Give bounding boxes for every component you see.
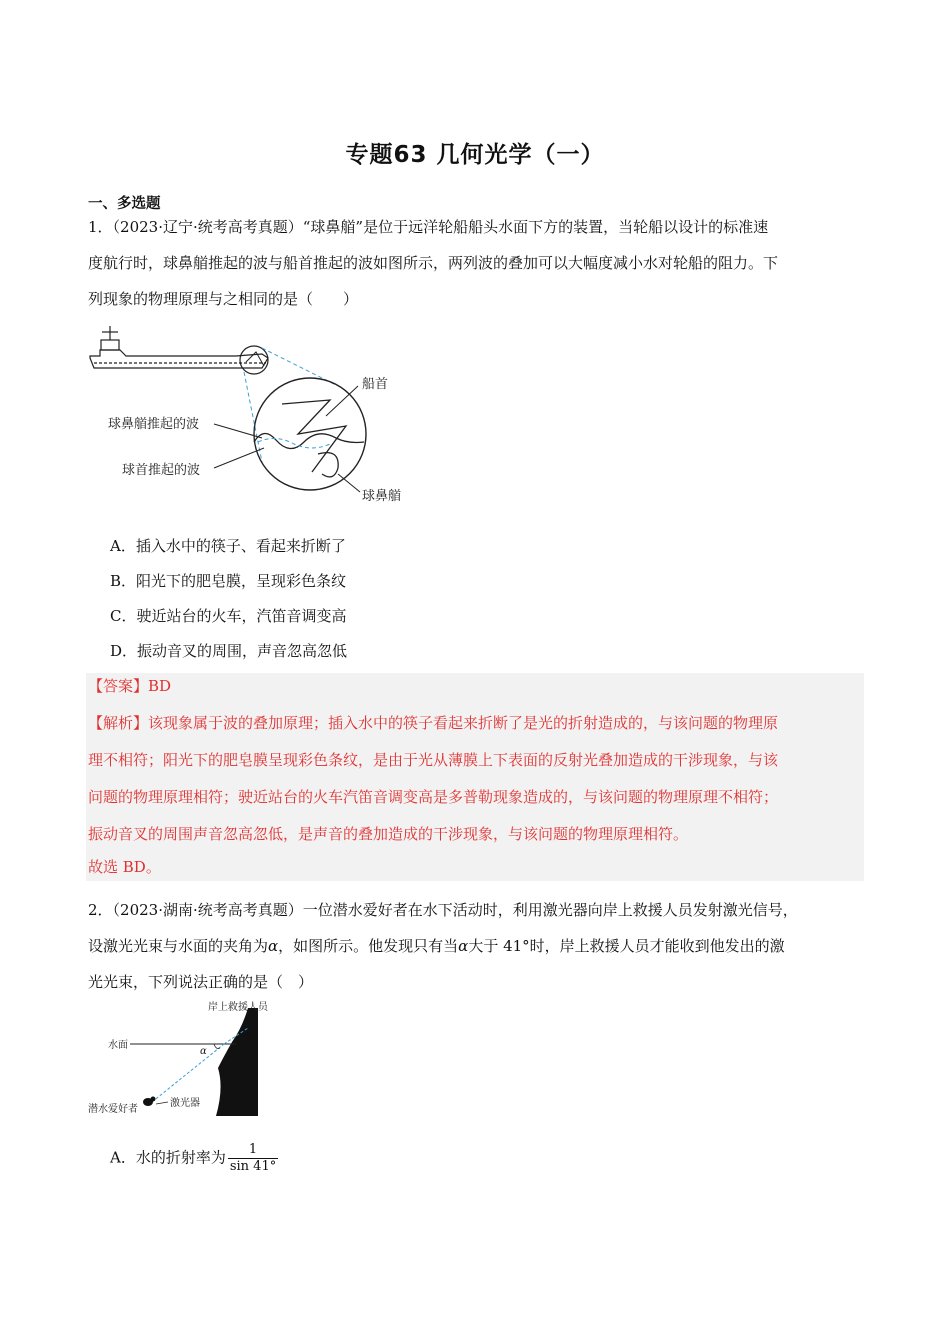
cliff-shape [216, 1008, 258, 1116]
q1-answer: 【答案】BD [88, 677, 172, 695]
q1-option-d: D．振动音叉的周围，声音忽高忽低 [110, 642, 348, 660]
q1-analysis-line-3: 问题的物理原理相符；驶近站台的火车汽笛音调变高是多普勒现象造成的，与该问题的物理原理不相符； [88, 788, 779, 806]
q2-line-2-mid: ，如图所示。他发现只有当 [278, 937, 459, 955]
ship-icon [90, 326, 268, 368]
q1-analysis-line-1: 【解析】该现象属于波的叠加原理；插入水中的筷子看起来折断了是光的折射造成的，与该问题的物理原 [88, 714, 779, 732]
q1-line-1: 1．（2023·辽宁·统考高考真题）“球鼻艏”是位于远洋轮船船头水面下方的装置，当轮船以设计的标准速 [88, 218, 769, 236]
diver-icon [143, 1097, 156, 1107]
alpha-symbol: α [268, 937, 279, 955]
alpha-symbol-2: α [458, 937, 469, 955]
q1-option-b: B．阳光下的肥皂膜，呈现彩色条纹 [110, 572, 347, 590]
page-title: 专题63 几何光学（一） [345, 142, 605, 168]
fraction [228, 1142, 278, 1175]
label-rescuer: 岸上救援人员 [208, 1002, 268, 1013]
label-alpha: α [200, 1046, 207, 1057]
label-diver: 潜水爱好者 [88, 1104, 138, 1115]
label-bow-wave: 球首推起的波 [122, 463, 201, 478]
q2-line-1: 2．（2023·湖南·统考高考真题）一位潜水爱好者在水下活动时，利用激光器向岸上救援人员发射激光信号， [88, 901, 798, 919]
q1-line-2: 度航行时，球鼻艏推起的波与船首推起的波如图所示，两列波的叠加可以大幅度减小水对轮船的阻力。下 [88, 254, 779, 272]
diver-laser-figure [86, 998, 276, 1118]
q2-line-2 [88, 929, 864, 963]
label-bulb: 球鼻艏 [362, 489, 402, 504]
fraction-denominator: sin 41° [229, 1159, 277, 1174]
q2-option-a-text: A．水的折射率为 [110, 1148, 226, 1167]
ship-bulbous-bow-figure [86, 322, 416, 512]
label-laser: 激光器 [170, 1098, 200, 1109]
label-bulb-wave: 球鼻艏推起的波 [108, 417, 200, 432]
laser-beam [152, 1044, 224, 1102]
q2-line-2-pre: 设激光光束与水面的夹角为 [88, 937, 269, 955]
q1-conclusion: 故选 BD。 [88, 858, 161, 876]
q1-analysis-line-2: 理不相符；阳光下的肥皂膜呈现彩色条纹，是由于光从薄膜上下表面的反射光叠加造成的干涉现象，与该 [88, 751, 779, 769]
section-heading: 一、多选题 [88, 196, 161, 212]
label-water: 水面 [108, 1040, 128, 1051]
q1-option-a: A．插入水中的筷子、看起来折断了 [110, 537, 346, 555]
q1-option-c: C．驶近站台的火车，汽笛音调变高 [110, 607, 347, 625]
q2-line-2-post: 大于 41°时，岸上救援人员才能收到他发出的激 [468, 937, 785, 955]
q2-line-3: 光光束，下列说法正确的是（ ） [88, 973, 314, 991]
answer-box [86, 673, 864, 881]
label-bow: 船首 [362, 377, 389, 392]
q1-analysis-line-4: 振动音叉的周围声音忽高忽低，是声音的叠加造成的干涉现象，与该问题的物理原理相符。 [88, 825, 689, 843]
fraction-numerator: 1 [248, 1142, 258, 1157]
q2-option-a [110, 1142, 278, 1175]
q1-line-3: 列现象的物理原理与之相同的是（ ） [88, 290, 359, 308]
